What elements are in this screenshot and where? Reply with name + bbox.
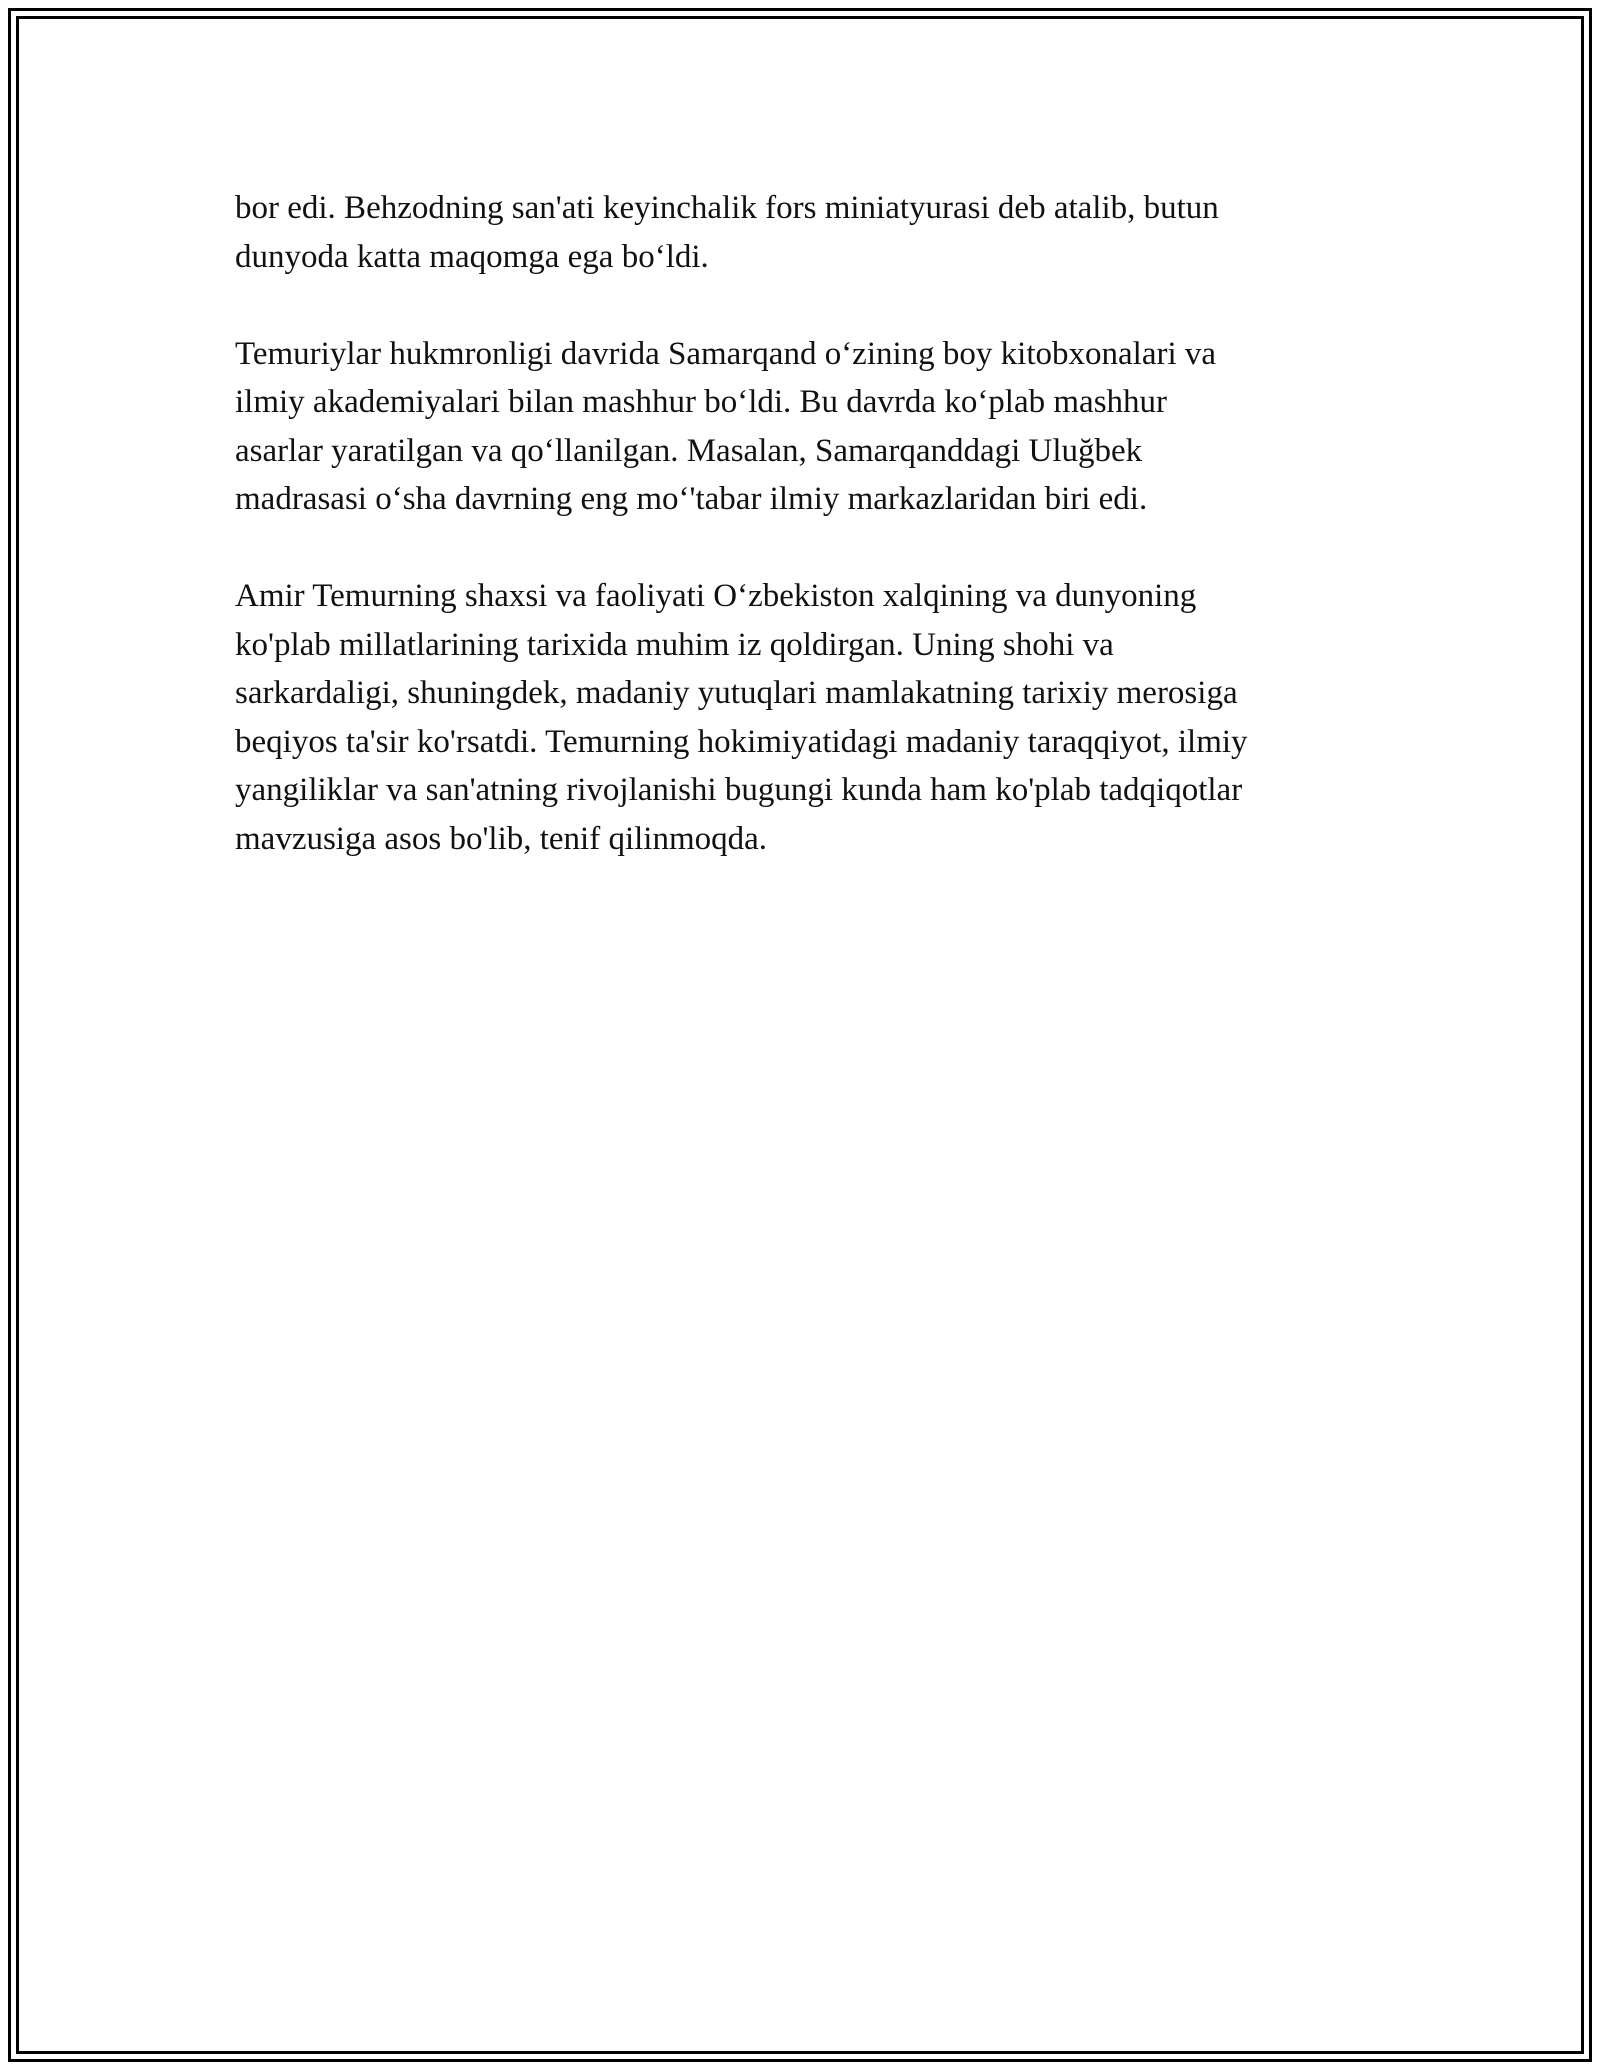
paragraph-2 <box>235 330 1370 524</box>
paragraph-line: mavzusiga asos bo'lib, tenif qilinmoqda. <box>235 820 768 857</box>
paragraph-line: madrasasi o‘sha davrning eng mo‘'tabar ilmiy markazlaridan biri edi. <box>235 481 1148 517</box>
paragraph-1 <box>235 184 1370 281</box>
paragraph-line: asarlar yaratilgan va qo‘llanilgan. Masalan, Samarqanddagi Uluğbek <box>235 432 1143 469</box>
paragraph-line: bor edi. Behzodning san'ati keyinchalik fors miniatyurasi deb atalib, butun <box>235 190 1219 226</box>
paragraph-line: dunyoda katta maqomga ega bo‘ldi. <box>235 238 709 275</box>
paragraph-line: ko'plab millatlarining tarixida muhim iz qoldirgan. Uning shohi va <box>235 626 1114 663</box>
paragraph-line: beqiyos ta'sir ko'rsatdi. Temurning hokimiyatidagi madaniy taraqqiyot, ilmiy <box>235 723 1248 760</box>
document-body <box>235 184 1370 912</box>
paragraph-line: sarkardaligi, shuningdek, madaniy yutuqlari mamlakatning tarixiy merosiga <box>235 675 1238 711</box>
paragraph-line: yangiliklar va san'atning rivojlanishi bugungi kunda ham ko'plab tadqiqotlar <box>235 772 1243 808</box>
paragraph-line: ilmiy akademiyalari bilan mashhur bo‘ldi. Bu davrda ko‘plab mashhur <box>235 384 1168 420</box>
paragraph-3 <box>235 572 1370 863</box>
paragraph-line: Temuriylar hukmronligi davrida Samarqand o‘zining boy kitobxonalari va <box>235 335 1217 372</box>
paragraph-line: Amir Temurning shaxsi va faoliyati O‘zbekiston xalqining va dunyoning <box>235 578 1197 614</box>
